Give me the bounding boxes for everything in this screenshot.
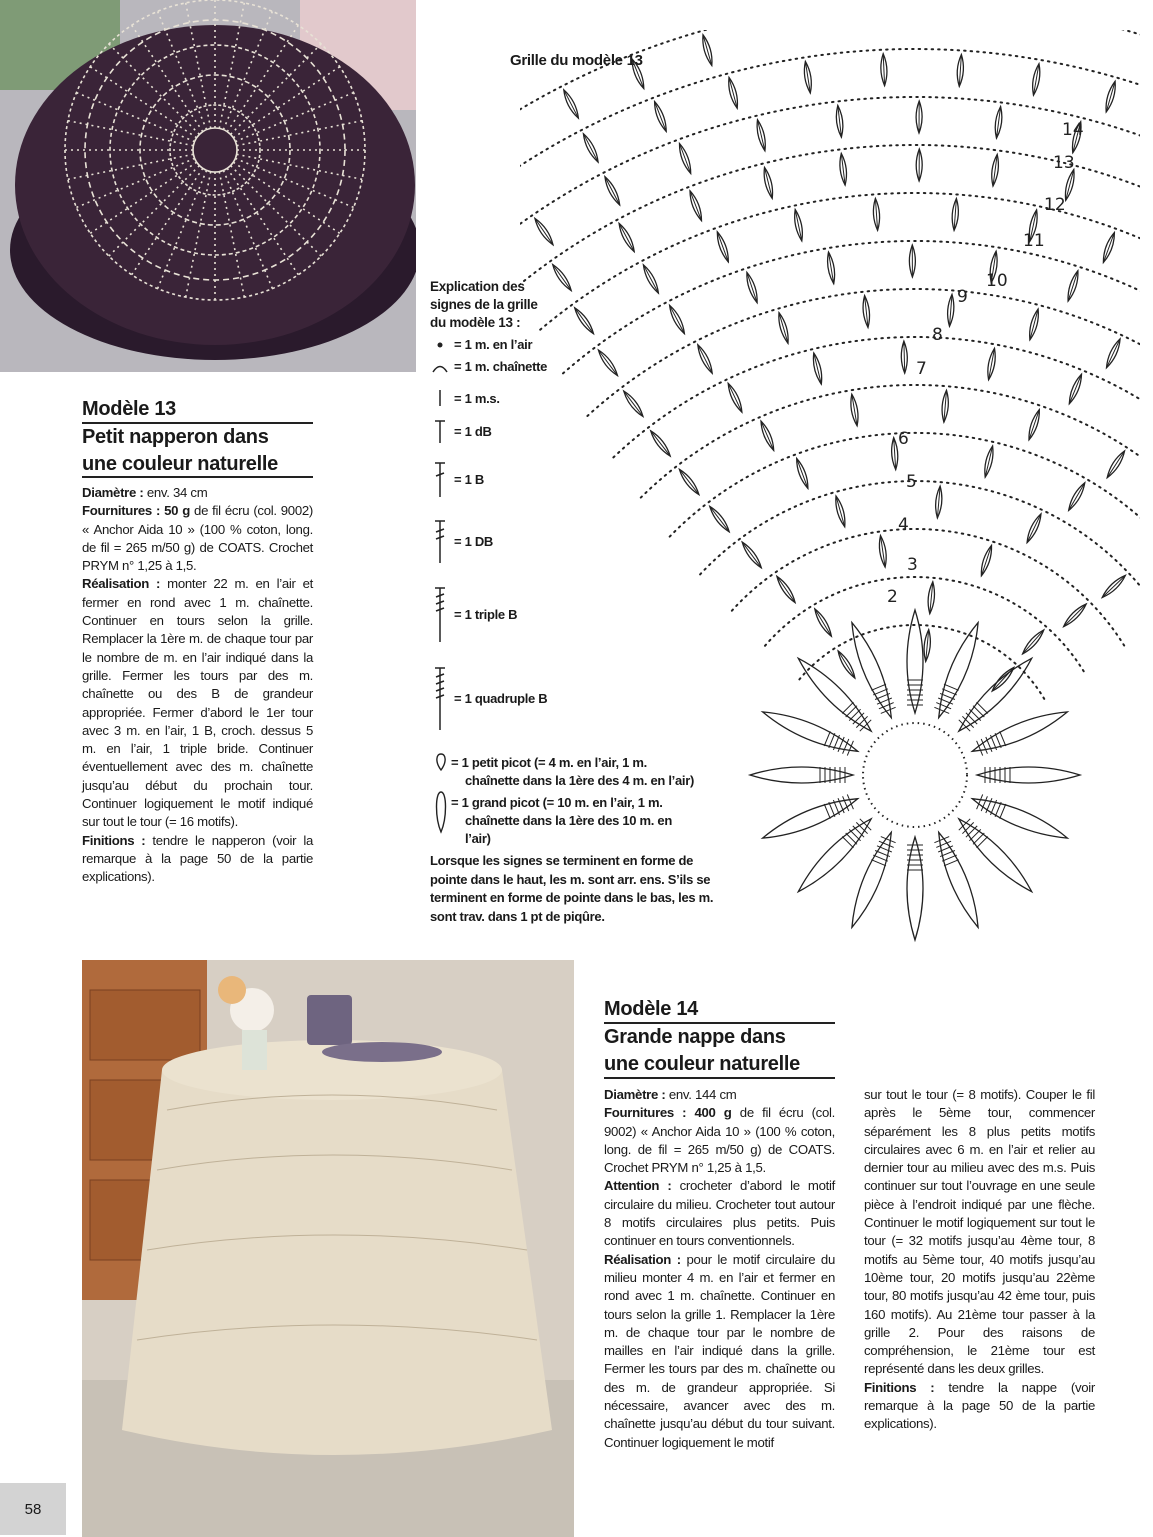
dot-symbol-icon [430,341,450,349]
legend-large-picot: = 1 grand picot (= 10 m. en l’air, 1 m. chaînette dans la 1ère des 10 m. en l’air) [451,795,672,846]
legend-heading-line1: Explication des [430,279,525,294]
grid-title: Grille du modèle 13 [510,52,643,69]
model14-attention: Attention : crocheter d’abord le motif circulaire du milieu. Crocheter tout autour 8 motifs circulaires plus petits. Puis continuer en tours conventionnels. [604,1178,835,1249]
legend-item-ms: = 1 m.s. [430,389,500,407]
round-number-14: 14 [1062,120,1084,140]
model13-body [82,484,313,887]
quadruple-b-symbol-icon [430,665,450,731]
legend-item-doubleb: = 1 DB [430,518,493,564]
model14-number: Modèle 14 [604,998,698,1020]
model14-instructions-cont: sur tout le tour (= 8 motifs). Couper le fil après le 5ème tour, commencer séparément les 8 plus petits motifs circulaires avec 6 m. en l’air et relier au dernier tour au milieu avec des m.s. Puis continuer sur tout l’ouvrage en une seule pièce à l’endroit indiqué par une flèche. Continuer le motif logiquement sur tout le tour (= 32 motifs jusqu’au 4ème tour, 8 motifs au 5ème tour, 40 motifs jusqu’au 10ème tour, 20 motifs jusqu’au 22ème tour, 80 motifs jusqu’au 42 ème tour, puis 160 motifs). Au 21ème tour passer à la grille 2. Pour des raisons de compréhension, le 21ème tour est représenté dans les deux grilles. [864,1087,1095,1377]
model13-title-line2: une couleur naturelle [82,453,278,475]
b-symbol-icon [430,460,450,498]
round-number-7: 7 [916,359,927,379]
model14-materials: Fournitures : 400 g de fil écru (col. 9002) « Anchor Aida 10 » (100 % coton, long. de fil = 265 m/50 g) de COATS. Crochet PRYM n° 1,25 à 1,5. [604,1105,836,1176]
model13-title-line1: Petit napperon dans [82,426,269,448]
round-number-3: 3 [907,555,918,575]
model14-title-line1: Grande nappe dans [604,1026,786,1048]
legend-item-db: = 1 dB [430,418,492,444]
round-number-2: 2 [887,587,898,607]
legend-note: Lorsque les signes se terminent en forme de pointe dans le haut, les m. sont arr. ens. S’ils se terminent en forme de pointe dans le bas, les m. sont trav. dans 1 pt de piqûre. [430,853,714,924]
legend-heading [430,278,538,332]
triple-b-symbol-icon [430,585,450,643]
bar-symbol-icon [430,389,450,407]
round-number-6: 6 [898,429,909,449]
round-number-12: 12 [1044,195,1066,215]
model13-diameter: Diamètre : env. 34 cm [82,485,208,500]
model13-materials: Fournitures : 50 g de fil écru (col. 9002) « Anchor Aida 10 » (100 % coton, long. de fil = 265 m/50 g) de COATS. Crochet PRYM n° 1,25 à 1,5. [82,503,314,574]
legend-item-quadrupleb: = 1 quadruple B [430,665,547,731]
round-number-13: 13 [1053,153,1075,173]
model13-instructions: Réalisation : monter 22 m. en l’air et fermer en rond avec 1 m. chaînette. Continuer en tours selon la grille. Remplacer la 1ère m. de chaque tour par le nombre de m. en l’air indiqué dans la grille. Fermer les tours par des m. chaînette ou des B de grandeur appropriée. Fermer d’abord le 1er tour avec 3 m. en l’air, 1 B, croch. dessus 5 m. en l’air, 1 triple bride. Continuer éventuellement avec des m. chaînette jusqu’au début du prochain tour. Continuer logiquement le motif indiqué sur tout le tour (= 16 motifs). [82,576,314,830]
photo-tablecloth-table [82,960,574,1537]
doily-cushion-illustration [0,0,416,372]
round-number-4: 4 [898,515,909,535]
arc-symbol-icon [430,361,450,373]
legend-heading-line3: du modèle 13 : [430,315,521,330]
large-picot-icon [434,790,448,839]
model13-finishing: Finitions : tendre le napperon (voir la remarque à la page 50 de la partie explications). [82,832,313,885]
small-picot-icon [434,752,448,777]
model13-number: Modèle 13 [82,398,176,420]
model14-instructions: Réalisation : pour le motif circulaire du milieu monter 4 m. en l’air et fermer en rond avec 1 m. chaînette. Continuer en tours selon la grille 1. Remplacer la 1ère m. de chaque tour par le nombre de mailles en l’air indiqué dans la grille. Fermer les tours par des m. chaînette ou des m. de grandeur appropriée. Si nécessaire, avancer avec des m. chaînette jusqu’au début du tour suivant. Continuer logiquement le motif [604,1251,835,1450]
model14-title-underline [604,1077,835,1079]
tablecloth-illustration [82,960,574,1537]
round-number-9: 9 [957,287,968,307]
model14-body-col2 [864,1086,1095,1434]
legend-heading-line2: signes de la grille [430,297,538,312]
model14-finishing: Finitions : tendre la nappe (voir remarque à la page 50 de la partie explications). [864,1379,1095,1432]
db-symbol-icon [430,518,450,564]
legend-item-tripleb: = 1 triple B [430,585,517,643]
model14-diameter: Diamètre : env. 144 cm [604,1087,737,1102]
legend-item-chain: = 1 m. en l’air [430,337,532,352]
model14-title-line2: une couleur naturelle [604,1053,800,1075]
legend-small-picot: = 1 petit picot (= 4 m. en l’air, 1 m. chaînette dans la 1ère des 4 m. en l’air) [451,755,695,788]
photo-doily-cushion [0,0,416,372]
legend-item-slip: = 1 m. chaînette [430,359,547,374]
t-symbol-icon [430,418,450,444]
round-number-5: 5 [906,472,917,492]
round-number-11: 11 [1023,231,1045,251]
round-number-10: 10 [986,271,1008,291]
model13-title-underline [82,476,313,478]
model14-body-col1 [604,1086,835,1452]
page-number: 58 [0,1483,66,1535]
round-number-8: 8 [932,325,943,345]
legend-item-b: = 1 B [430,460,484,498]
